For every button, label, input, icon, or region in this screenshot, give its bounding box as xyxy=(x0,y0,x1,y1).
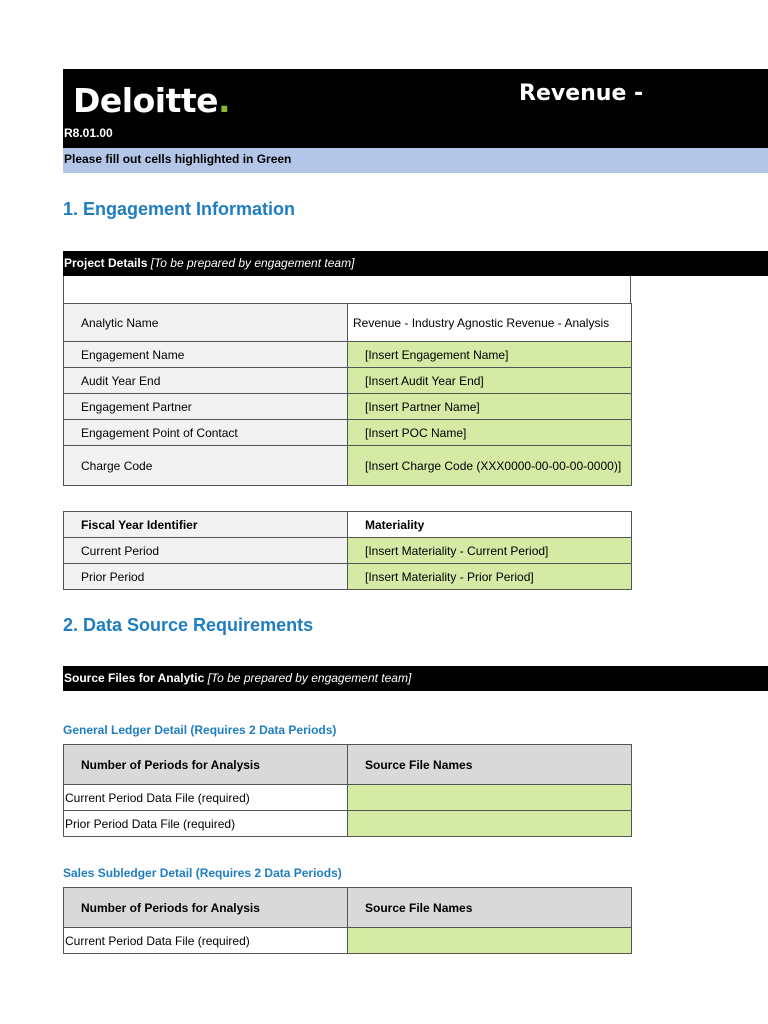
engagement-partner-label: Engagement Partner xyxy=(64,394,348,420)
source-files-title: Source Files for Analytic xyxy=(64,671,205,685)
gl-current-file-field[interactable] xyxy=(348,785,632,811)
poc-label: Engagement Point of Contact xyxy=(64,420,348,446)
gl-col-source: Source File Names xyxy=(348,745,632,785)
table-row xyxy=(64,928,632,954)
table-row xyxy=(64,811,632,837)
source-files-note: [To be prepared by engagement team] xyxy=(204,671,412,685)
source-files-bar xyxy=(63,666,768,691)
table-row xyxy=(64,564,632,590)
table-row xyxy=(64,420,632,446)
deloitte-logo xyxy=(73,81,230,120)
engagement-name-label: Engagement Name xyxy=(64,342,348,368)
current-materiality-field[interactable]: [Insert Materiality - Current Period] xyxy=(348,538,632,564)
table-row xyxy=(64,394,632,420)
poc-field[interactable]: [Insert POC Name] xyxy=(348,420,632,446)
engagement-name-field[interactable]: [Insert Engagement Name] xyxy=(348,342,632,368)
materiality-header: Materiality xyxy=(348,512,632,538)
sales-subheading: Sales Subledger Detail (Requires 2 Data Periods) xyxy=(63,866,342,880)
sales-source-table xyxy=(63,887,632,954)
project-details-table xyxy=(63,303,632,486)
analytic-name-value: Revenue - Industry Agnostic Revenue - Analysis xyxy=(348,304,632,342)
project-details-note: [To be prepared by engagement team] xyxy=(147,256,355,270)
table-row xyxy=(64,304,632,342)
engagement-partner-field[interactable]: [Insert Partner Name] xyxy=(348,394,632,420)
table-row xyxy=(64,512,632,538)
sales-current-file-field[interactable] xyxy=(348,928,632,954)
table-row xyxy=(64,888,632,928)
charge-code-field[interactable]: [Insert Charge Code (XXX0000-00-00-00-0000)] xyxy=(348,446,632,486)
table-row xyxy=(64,538,632,564)
header-banner xyxy=(63,69,768,148)
audit-year-end-field[interactable]: [Insert Audit Year End] xyxy=(348,368,632,394)
gl-col-periods: Number of Periods for Analysis xyxy=(64,745,348,785)
materiality-table xyxy=(63,511,632,590)
sales-col-periods: Number of Periods for Analysis xyxy=(64,888,348,928)
fiscal-year-header: Fiscal Year Identifier xyxy=(64,512,348,538)
table-row xyxy=(64,785,632,811)
section-heading-data-source: 2. Data Source Requirements xyxy=(63,615,314,635)
gl-prior-file-field[interactable] xyxy=(348,811,632,837)
gl-current-label: Current Period Data File (required) xyxy=(64,785,348,811)
version-label: R8.01.00 xyxy=(64,126,113,140)
gl-source-table xyxy=(63,744,632,837)
logo-text: Deloitte xyxy=(73,81,218,120)
prior-period-label: Prior Period xyxy=(64,564,348,590)
charge-code-label: Charge Code xyxy=(64,446,348,486)
section-heading-engagement: 1. Engagement Information xyxy=(63,199,296,219)
table-row xyxy=(64,745,632,785)
analytic-name-label: Analytic Name xyxy=(64,304,348,342)
sales-col-source: Source File Names xyxy=(348,888,632,928)
table-row xyxy=(64,446,632,486)
gl-prior-label: Prior Period Data File (required) xyxy=(64,811,348,837)
sales-current-label: Current Period Data File (required) xyxy=(64,928,348,954)
gl-subheading: General Ledger Detail (Requires 2 Data Periods) xyxy=(63,723,337,737)
audit-year-end-label: Audit Year End xyxy=(64,368,348,394)
project-details-bar xyxy=(63,251,768,276)
instruction-bar: Please fill out cells highlighted in Green xyxy=(63,148,768,173)
prior-materiality-field[interactable]: [Insert Materiality - Prior Period] xyxy=(348,564,632,590)
project-details-title: Project Details xyxy=(64,256,148,270)
header-title: Revenue - xyxy=(519,81,644,106)
blank-spacer-row xyxy=(63,276,631,303)
table-row xyxy=(64,342,632,368)
current-period-label: Current Period xyxy=(64,538,348,564)
table-row xyxy=(64,368,632,394)
logo-dot: . xyxy=(218,81,231,120)
